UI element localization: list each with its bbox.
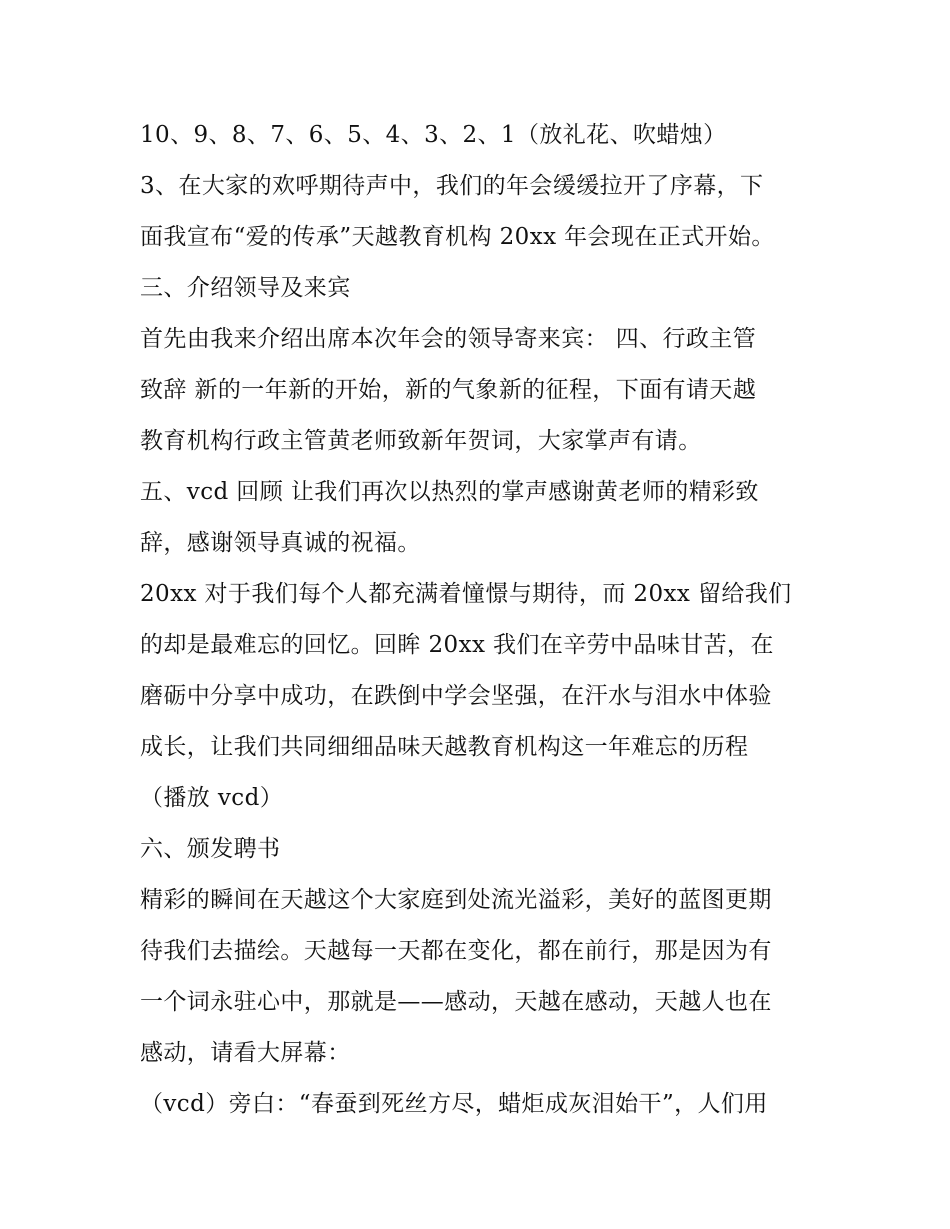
text-line: 的却是最难忘的回忆。回眸 20xx 我们在辛劳中品味甘苦，在 xyxy=(140,632,774,658)
text-line: 3、在大家的欢呼期待声中，我们的年会缓缓拉开了序幕，下 xyxy=(140,173,764,199)
text-line: 教育机构行政主管黄老师致新年贺词，大家掌声有请。 xyxy=(140,428,702,454)
text-line: 20xx 对于我们每个人都充满着憧憬与期待，而 20xx 留给我们 xyxy=(140,581,792,607)
text-line: 磨砺中分享中成功，在跌倒中学会坚强，在汗水与泪水中体验 xyxy=(140,683,772,709)
text-line: （播放 vcd） xyxy=(140,785,284,811)
section-heading: 六、颁发聘书 xyxy=(140,836,281,862)
text-line: 感动，请看大屏幕： xyxy=(140,1040,351,1066)
text-line: 首先由我来介绍出席本次年会的领导寄来宾： 四、行政主管 xyxy=(140,326,757,352)
text-line: 10、9、8、7、6、5、4、3、2、1（放礼花、吹蜡烛） xyxy=(140,122,727,148)
text-line: 五、vcd 回顾 让我们再次以热烈的掌声感谢黄老师的精彩致 xyxy=(140,479,759,505)
text-line: 成长，让我们共同细细品味天越教育机构这一年难忘的历程 xyxy=(140,734,749,760)
text-line: 面我宣布“爱的传承”天越教育机构 20xx 年会现在正式开始。 xyxy=(140,224,775,250)
text-line: 辞，感谢领导真诚的祝福。 xyxy=(140,530,421,556)
section-heading: 三、介绍领导及来宾 xyxy=(140,275,351,301)
text-line: 致辞 新的一年新的开始，新的气象新的征程，下面有请天越 xyxy=(140,377,757,403)
document-body xyxy=(140,110,830,1130)
text-line: 精彩的瞬间在天越这个大家庭到处流光溢彩，美好的蓝图更期 xyxy=(140,887,772,913)
text-line: （vcd）旁白：“春蚕到死丝方尽，蜡炬成灰泪始干”，人们用 xyxy=(140,1091,768,1117)
text-line: 待我们去描绘。天越每一天都在变化，都在前行，那是因为有 xyxy=(140,938,772,964)
text-line: 一个词永驻心中，那就是——感动，天越在感动，天越人也在 xyxy=(140,989,772,1015)
